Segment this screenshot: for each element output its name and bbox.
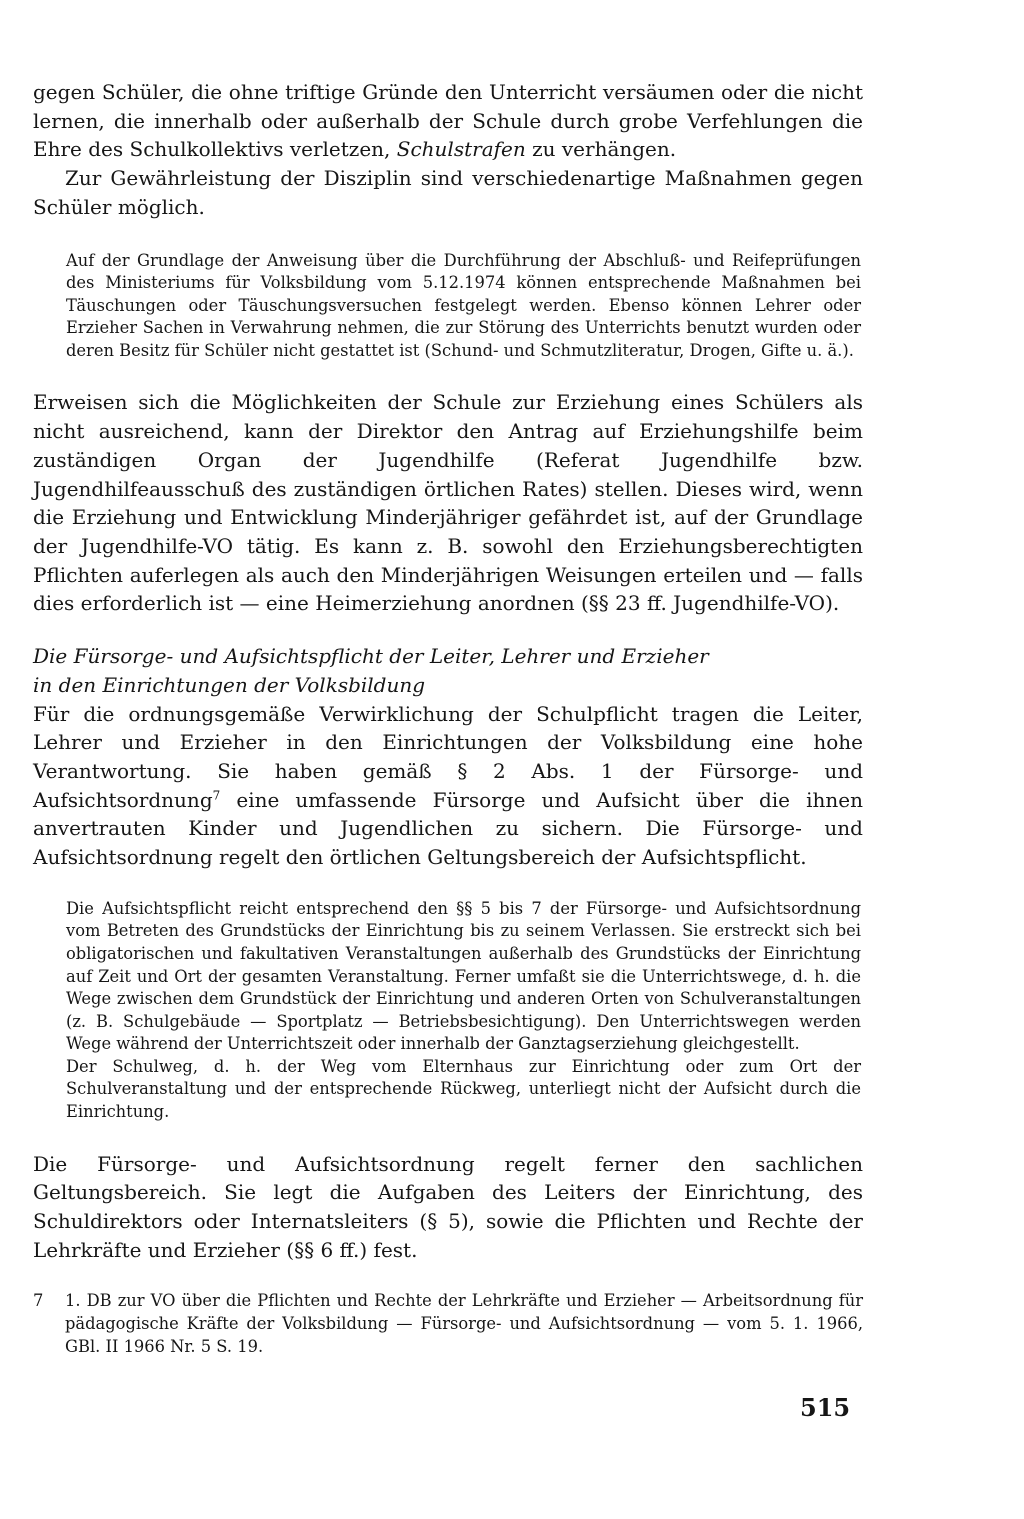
note-aufsicht-scope: Die Aufsichtspflicht reicht entsprechend den §§ 5 bis 7 der Fürsorge- und Aufsichtsordnung vom Betreten des Grundstücks der Einrichtung bis zu seinem Verlassen. Sie erstreckt sich bei obligatorischen und fakultativen Veranstaltungen außerhalb des Grundstücks der Einrichtung auf Zeit und Ort der gesamten Veranstaltung. Ferner umfaßt sie die Unterrichtswege, d. h. die Wege zwischen dem Grundstück der Einrichtung und anderen Orten von Schulveranstaltungen (z. B. Schulgebäude — Sportplatz — Betriebsbesichtigung). Den Unterrichtswegen werden Wege während der Unterrichtszeit oder innerhalb der Ganztagserziehung gleichgestellt. [66,898,861,1054]
text-segment: eine umfassende Fürsorge und Aufsicht über die ihnen anvertrauten Kinder und Jugendlichen zu sichern. Die Fürsorge- und Aufsichtsordnung regelt den örtlichen Geltungsbereich der Aufsichtspflicht. [33,787,863,870]
page-number: 515 [800,1393,851,1422]
section-heading-line: in den Einrichtungen der Volksbildung [33,672,426,697]
text-line: lernen, die innerhalb oder außerhalb der Schule durch grobe Verfehlungen die [33,108,863,133]
paragraph-continuation [33,78,863,164]
text-line: Ehre des Schulkollektivs verletzen, [33,137,391,162]
footnote [33,1290,863,1358]
footnote-number: 7 [33,1291,44,1311]
page-content [33,78,863,1358]
footnote-text: 1. DB zur VO über die Pflichten und Rechte der Lehrkräfte und Erzieher — Arbeitsordnung für pädagogische Kräfte der Volksbildung — Fürsorge- und Aufsichtsordnung — vom 5. 1. 1966, GBl. II 1966 Nr. 5 S. 19. [65,1291,863,1356]
text-segment: Für die ordnungsgemäße Verwirklichung der Schulpflicht tragen die Leiter, Lehrer und Erzieher in den Einrichtungen der Volksbildung eine hohe Verantwortung. Sie haben gemäß § 2 Abs. 1 der Fürsorge- und Aufsichtsordnung [33,701,863,812]
emphasis-schulstrafen: Schulstrafen [396,137,526,162]
note-schulweg: Der Schulweg, d. h. der Weg vom Elternhaus zur Einrichtung oder zum Ort der Schulveranstaltung und der entsprechende Rückweg, unterliegt nicht der Aufsicht durch die Einrichtung. [66,1056,861,1122]
text-line: gegen Schüler, die ohne triftige Gründe den Unterricht versäumen oder die nicht [33,80,863,104]
paragraph-aufsichtspflicht [33,700,863,872]
paragraph-discipline: Zur Gewährleistung der Disziplin sind verschiedenartige Maßnahmen gegen Schüler möglich. [33,166,863,219]
text-line: zu verhängen. [532,137,677,162]
section-heading [33,642,863,699]
paragraph-erziehungshilfe: Erweisen sich die Möglichkeiten der Schule zur Erziehung eines Schülers als nicht ausreichend, kann der Direktor den Antrag auf Erziehungshilfe beim zuständigen Organ der Jugendhilfe (Referat Jugendhilfe bzw. Jugendhilfeausschuß des zuständigen örtlichen Rates) stellen. Dieses wird, wenn die Erziehung und Entwicklung Minderjähriger gefährdet ist, auf der Grundlage der Jugendhilfe-VO tätig. Es kann z. B. sowohl den Erziehungsberechtigten Pflichten auferlegen als auch den Minderjährigen Weisungen erteilen und — falls dies erforderlich ist — eine Heimerziehung anordnen (§§ 23 ff. Jugendhilfe-VO). [33,390,863,616]
footnote-ref[interactable]: 7 [212,787,221,802]
note-exams: Auf der Grundlage der Anweisung über die Durchführung der Abschluß- und Reifeprüfungen des Ministeriums für Volksbildung vom 5.12.1974 können entsprechende Maßnahmen bei Täuschungen oder Täuschungsversuchen festgelegt werden. Ebenso können Lehrer oder Erzieher Sachen in Verwahrung nehmen, die zur Störung des Unterrichts benutzt wurden oder deren Besitz für Schüler nicht gestattet ist (Schund- und Schmutzliteratur, Drogen, Gifte u. ä.). [66,250,861,360]
paragraph-sachlich: Die Fürsorge- und Aufsichtsordnung regelt ferner den sachlichen Geltungsbereich. Sie legt die Aufgaben des Leiters der Einrichtung, des Schuldirektors oder Internatsleiters (§ 5), sowie die Pflichten und Rechte der Lehrkräfte und Erzieher (§§ 6 ff.) fest. [33,1151,863,1262]
section-heading-line: Die Fürsorge- und Aufsichtspflicht der Leiter, Lehrer und Erzieher [33,644,709,669]
